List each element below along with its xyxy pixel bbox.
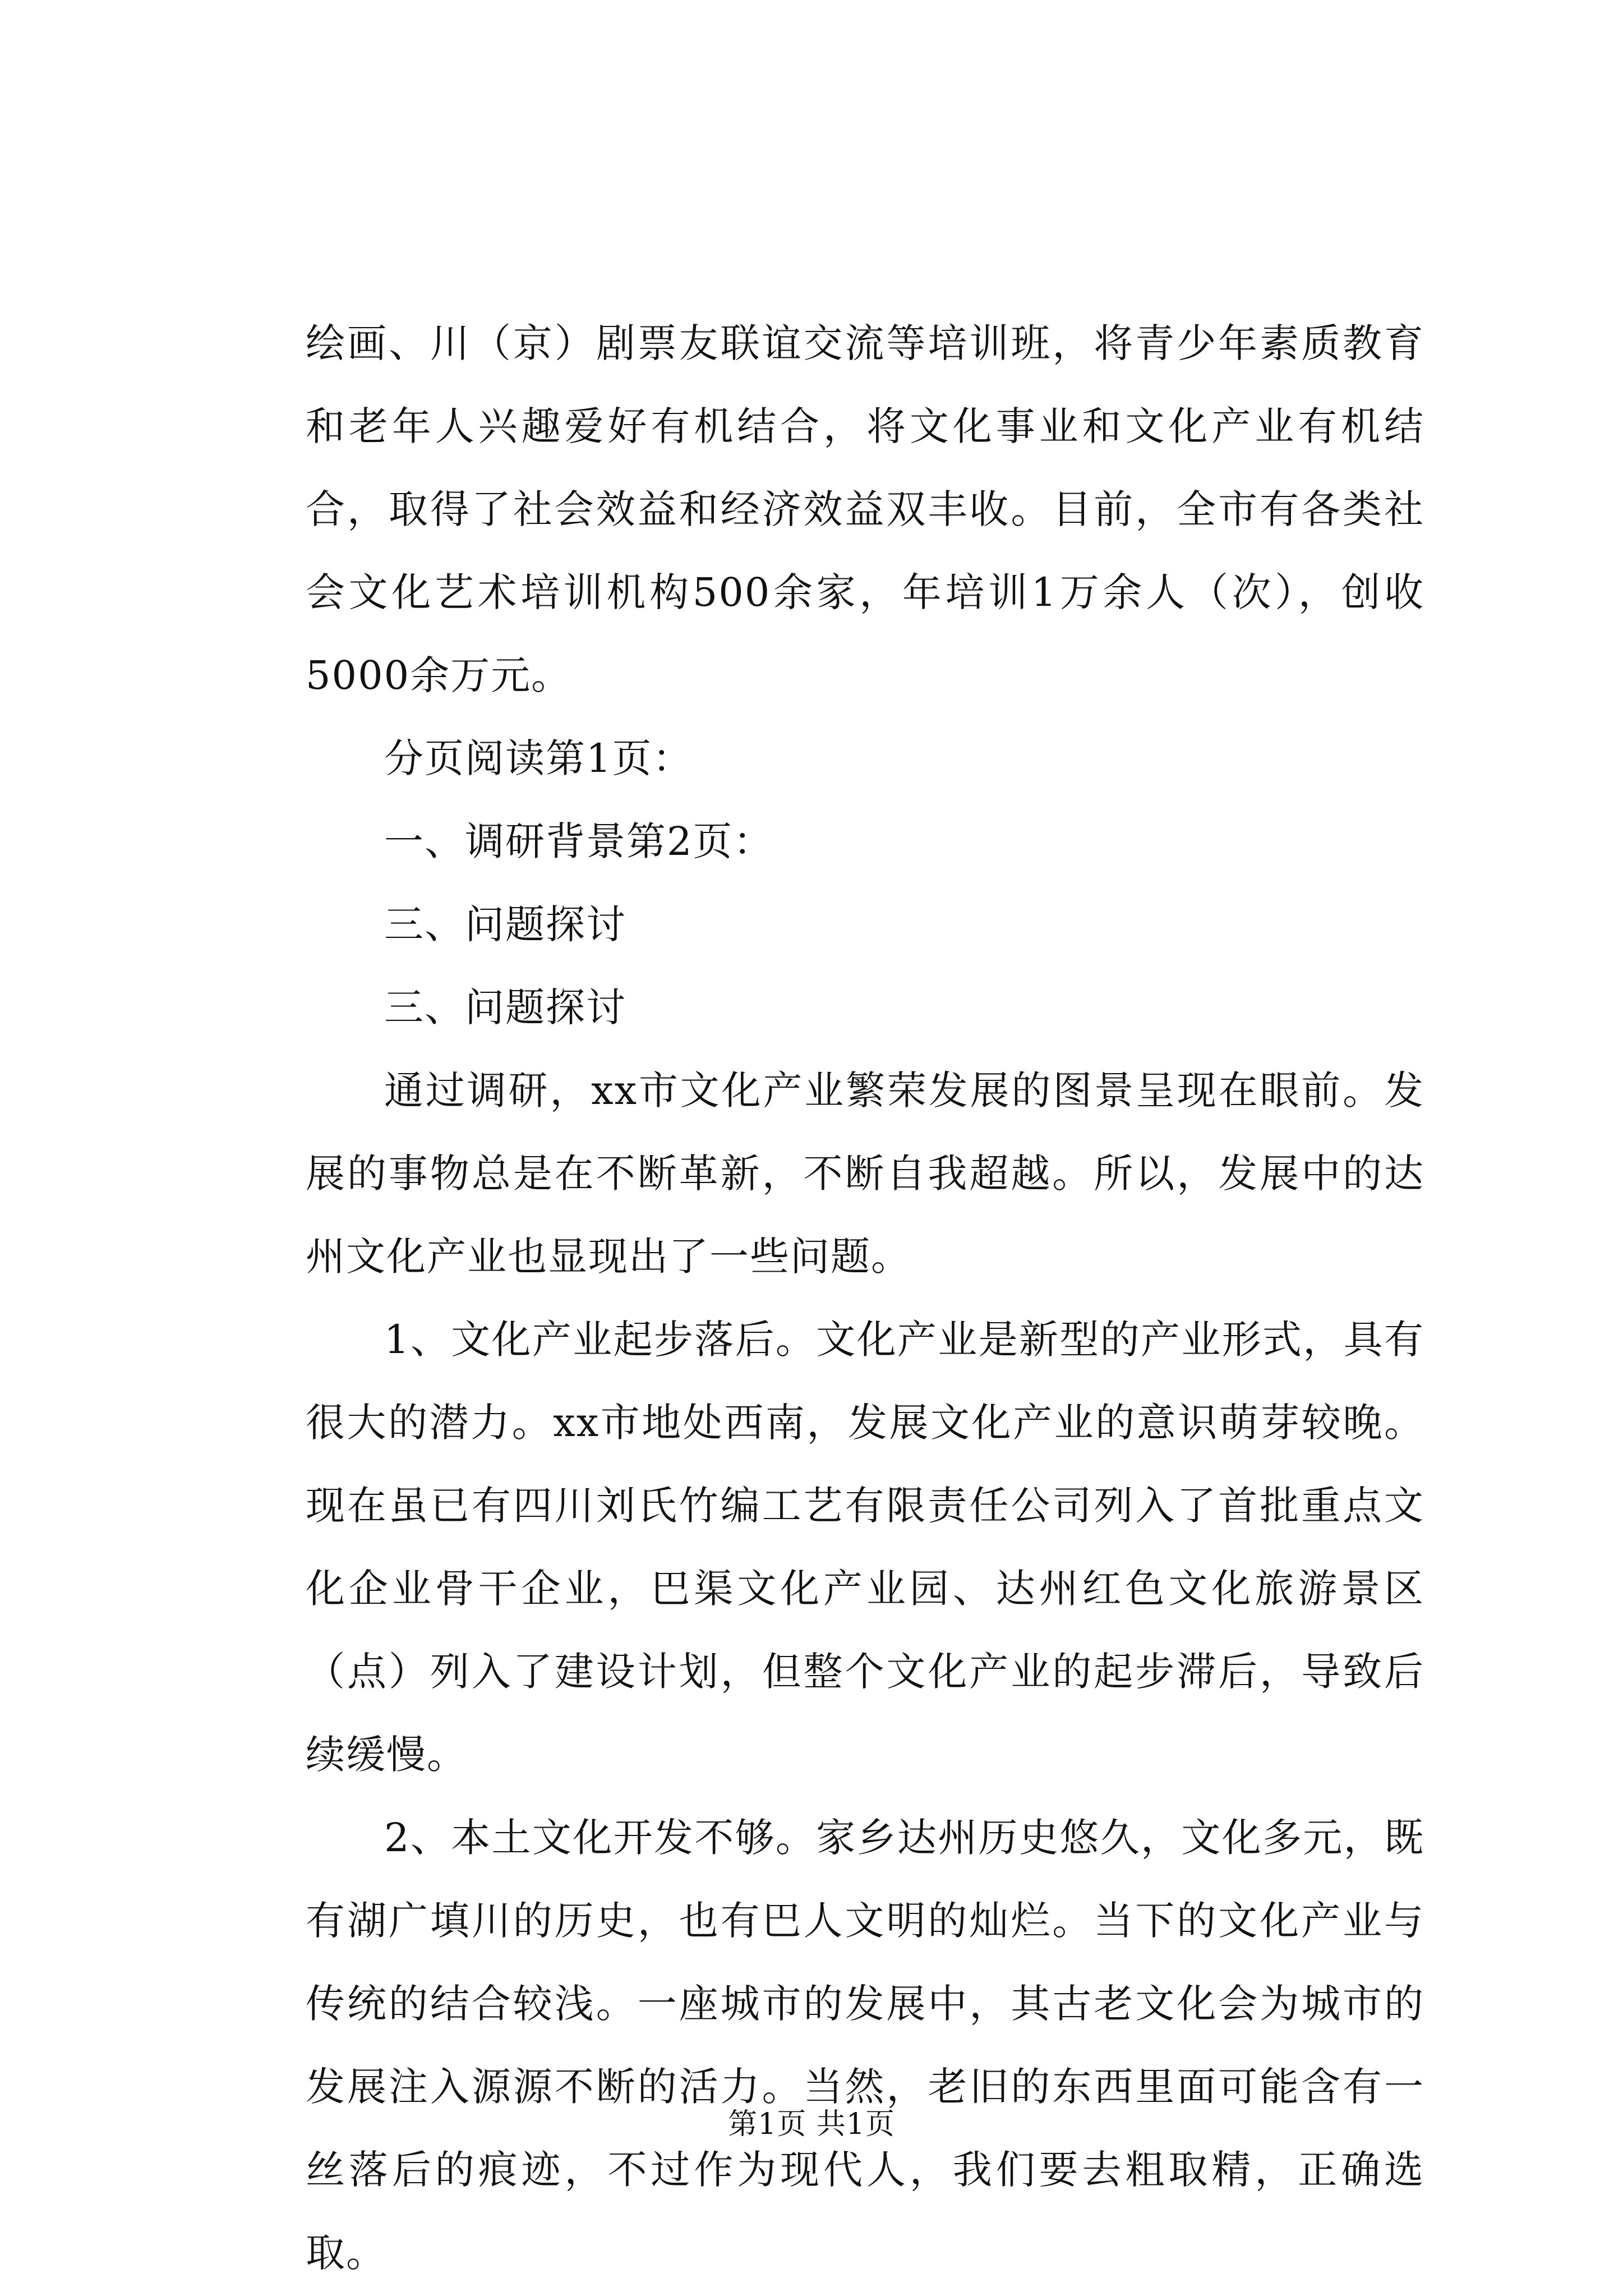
heading-issues-discussion-repeat: 三、问题探讨 bbox=[384, 984, 626, 1030]
paragraph-page-read-1: 分页阅读第1页： bbox=[384, 735, 693, 781]
paragraph-issue-2: 2、本土文化开发不够。家乡达州历史悠久，文化多元，既有湖广填川的历史，也有巴人文明的灿烂。当下的文化产业与传统的结合较浅。一座城市的发展中，其古老文化会为城市的发展注入源源不断的活力。当然，老旧的东西里面可能含有一丝落后的痕迹，不过作为现代人，我们要去粗取精，正确选取。 bbox=[306, 1815, 1424, 2276]
paragraph-research-background: 一、调研背景第2页： bbox=[384, 818, 774, 864]
heading-issues-discussion: 三、问题探讨 bbox=[384, 901, 626, 947]
paragraph-issue-1: 1、文化产业起步落后。文化产业是新型的产业形式，具有很大的潜力。xx市地处西南，发展文化产业的意识萌芽较晚。现在虽已有四川刘氏竹编工艺有限责任公司列入了首批重点文化企业骨干企业，巴渠文化产业园、达州红色文化旅游景区（点）列入了建设计划，但整个文化产业的起步滞后，导致后续缓慢。 bbox=[306, 1317, 1424, 1778]
page-footer: 第1页 共1页 bbox=[728, 2108, 895, 2141]
paragraph-research-overview: 通过调研，xx市文化产业繁荣发展的图景呈现在眼前。发展的事物总是在不断革新，不断自我超越。所以，发展中的达州文化产业也显现出了一些问题。 bbox=[306, 1068, 1424, 1280]
document-body bbox=[306, 302, 1424, 2294]
paragraph-continuation: 绘画、川（京）剧票友联谊交流等培训班，将青少年素质教育和老年人兴趣爱好有机结合，将文化事业和文化产业有机结合，取得了社会效益和经济效益双丰收。目前，全市有各类社会文化艺术培训机构500余家，年培训1万余人（次），创收5000余万元。 bbox=[306, 320, 1424, 698]
